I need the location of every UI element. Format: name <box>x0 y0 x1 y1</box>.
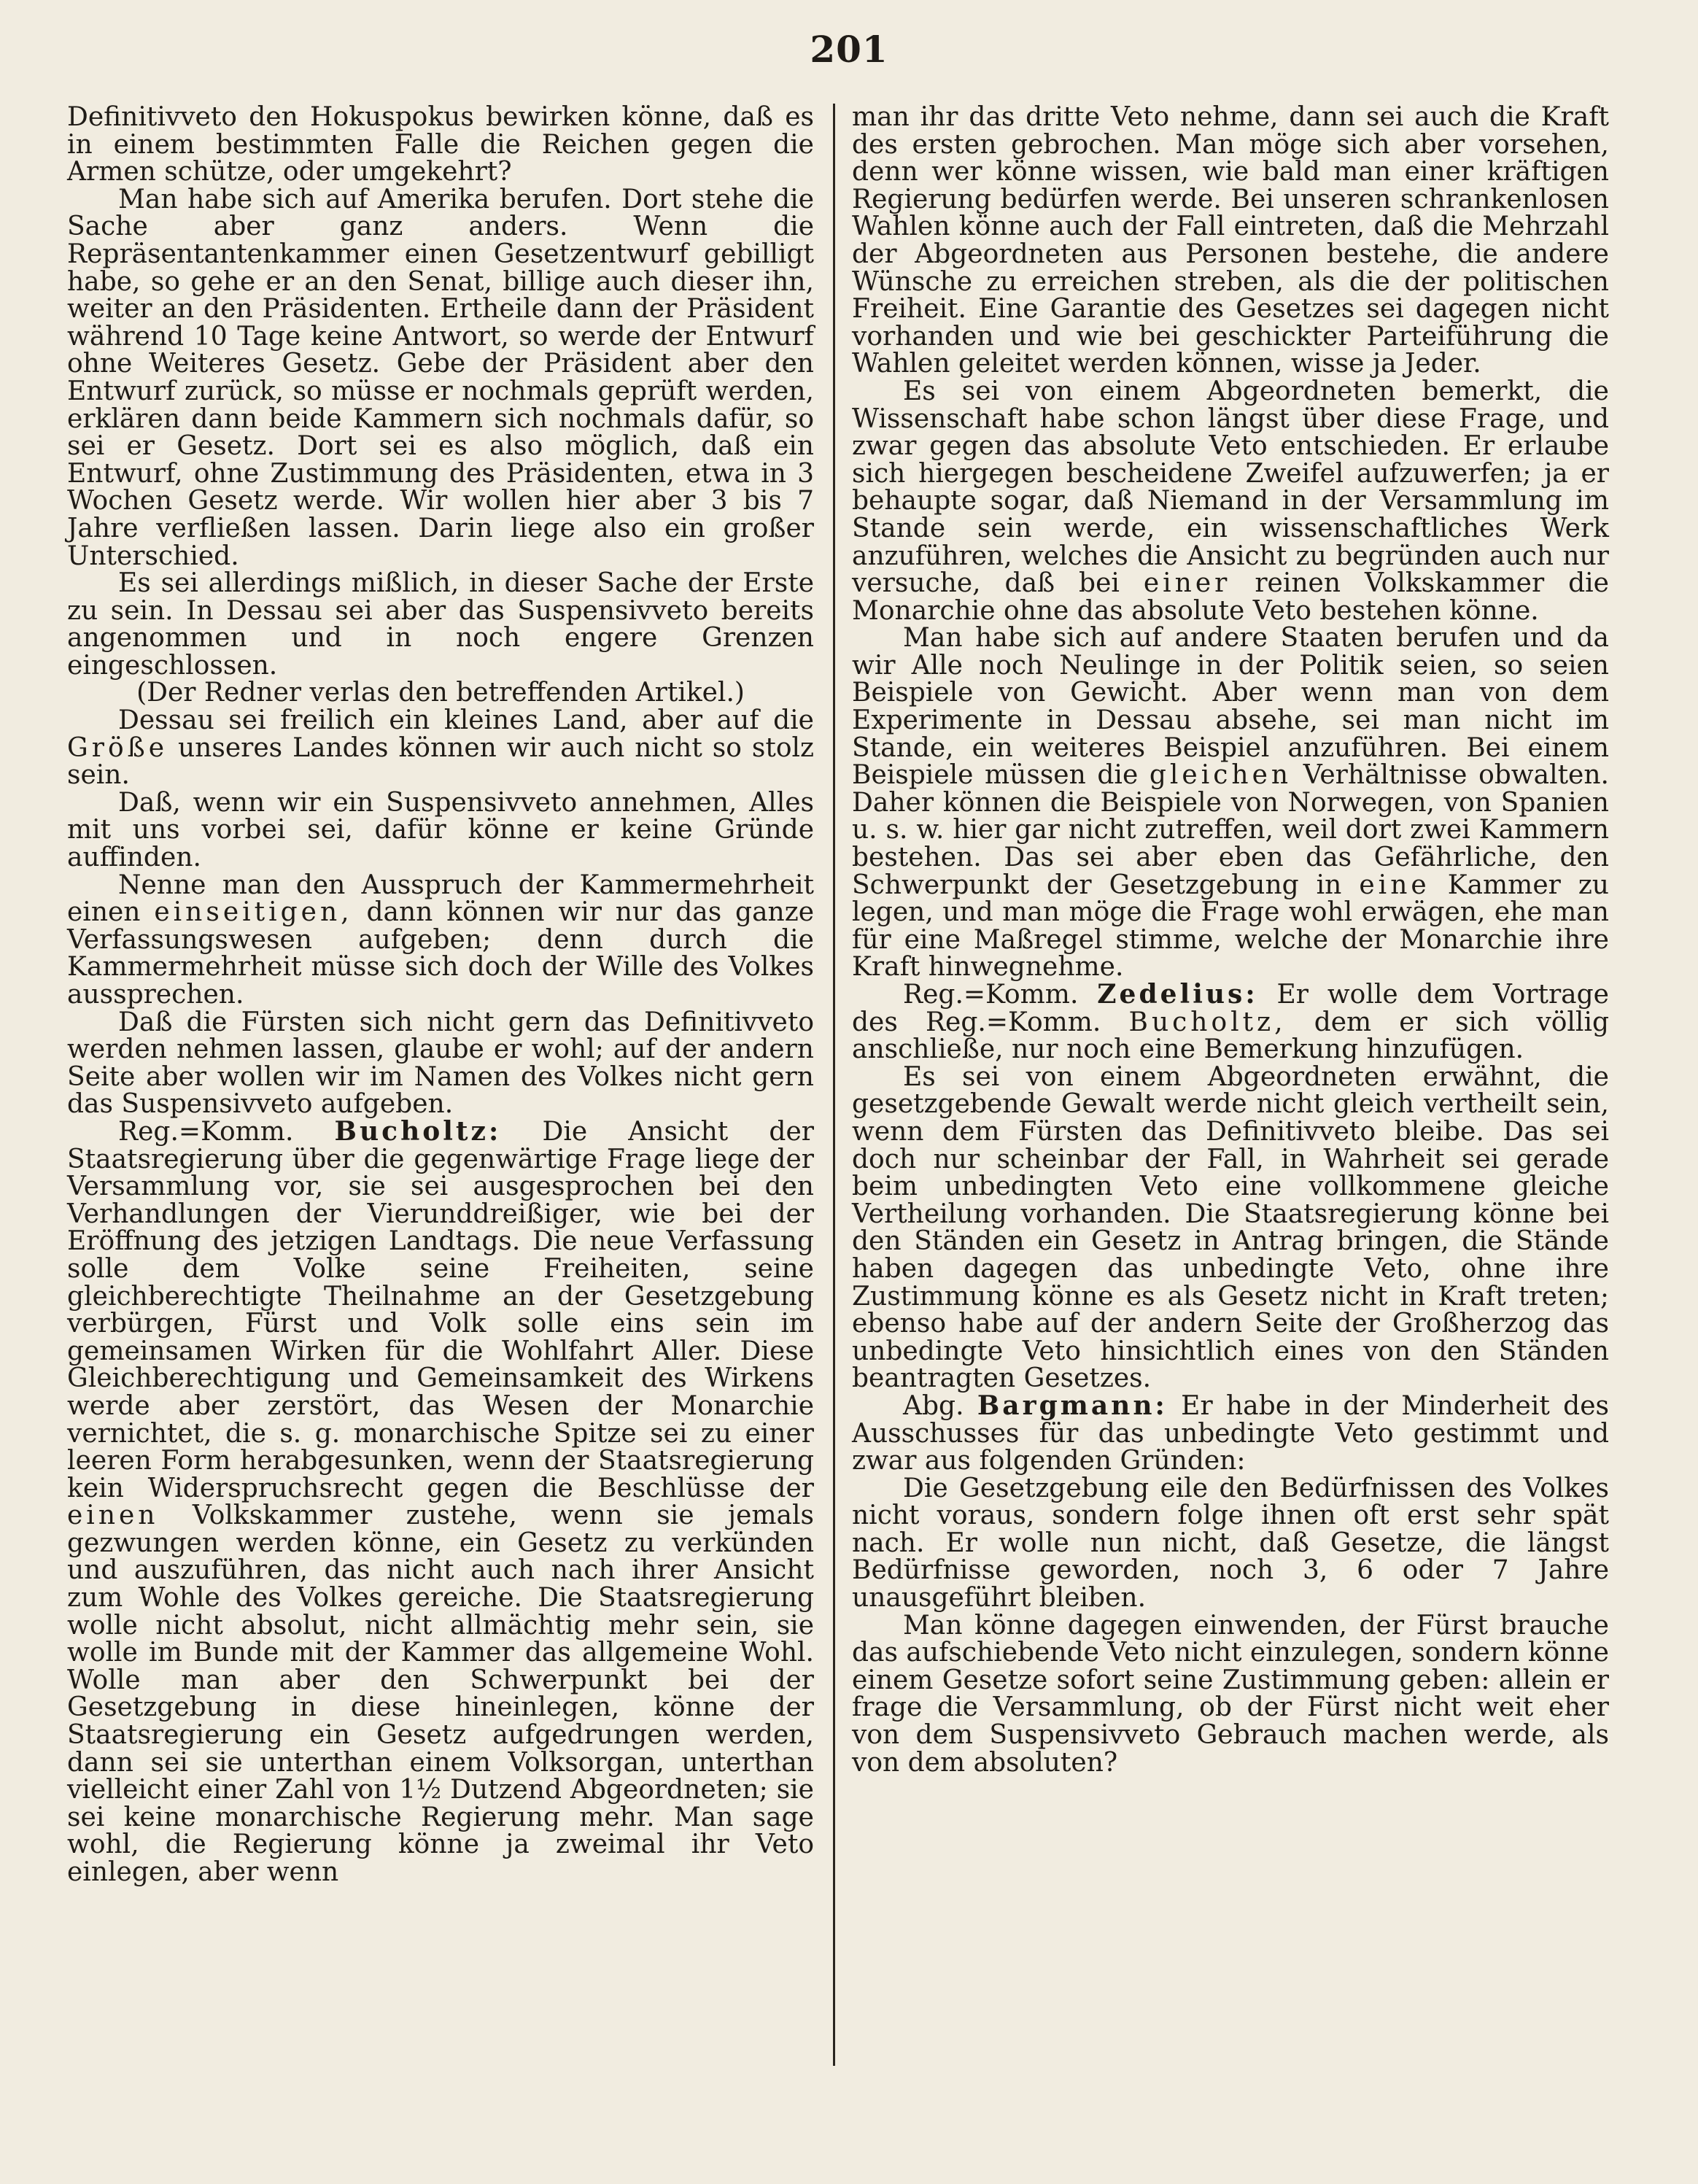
text-run: Dessau sei freilich ein kleines Land, aber auf die <box>118 705 814 736</box>
spaced-emphasis: eine <box>1359 870 1430 900</box>
speaker-name: Bucholtz: <box>334 1115 502 1147</box>
text-run: dem er sich völlig anschließe, nur noch eine Bemerkung hinzufügen. <box>852 1007 1610 1065</box>
spaced-emphasis: Bucholtz, <box>1128 1007 1287 1037</box>
paragraph: Definitivveto den Hokuspokus bewirken könne, daß es in einem bestimmten Falle die Reichen gegen die Armen schütze, oder umgekehrt? <box>67 102 814 187</box>
text-run: unseres Landes können wir auch nicht so stolz sein. <box>67 732 814 791</box>
paragraph <box>67 872 814 1009</box>
paragraph <box>67 707 814 789</box>
paragraph: Daß, wenn wir ein Suspensivveto annehmen, Alles mit uns vorbei sei, dafür könne er keine Gründe auffinden. <box>67 787 814 873</box>
speaker-role: Abg. <box>903 1390 964 1421</box>
paragraph: Man könne dagegen einwenden, der Fürst brauche das aufschiebende Veto nicht einzulegen, sondern könne einem Gesetze sofort seine Zustimmung geben: allein er frage die Versammlung, ob der Fürst nicht weit eher von dem Suspensivveto Gebrauch machen werde, als von dem absoluten? <box>852 1610 1609 1778</box>
paragraph: Man habe sich auf Amerika berufen. Dort stehe die Sache aber ganz anders. Wenn die Repräsentantenkammer einen Gesetzentwurf gebilligt habe, so gehe er an den Senat, billige auch dieser ihn, weiter an den Präsidenten. Ertheile dann der Präsident während 10 Tage keine Antwort, so werde der Entwurf ohne Weiteres Gesetz. Gebe der Präsident aber den Entwurf zurück, so müsse er nochmals geprüft werden, erklären dann beide Kammern sich nochmals dafür, so sei er Gesetz. Dort sei es also möglich, daß ein Entwurf, ohne Zustimmung des Präsidenten, etwa in 3 Wochen Gesetz werde. Wir wollen hier aber 3 bis 7 Jahre verfließen lassen. Darin liege also ein großer Unterschied. <box>67 184 814 571</box>
paragraph: Daß die Fürsten sich nicht gern das Definitivveto werden nehmen lassen, glaube er wohl; auf der andern Seite aber wollen wir im Namen des Volkes nicht gern das Suspensivveto aufgeben. <box>67 1007 814 1120</box>
paragraph: Die Gesetzgebung eile den Bedürfnissen des Volkes nicht voraus, sondern folge ihnen oft erst sehr spät nach. Er wolle nun nicht, daß Gesetze, die längst Bedürfnisse geworden, noch 3, 6 oder 7 Jahre unausgeführt bleiben. <box>852 1473 1609 1614</box>
text-run: dann können wir nur das ganze Verfassungswesen aufgeben; denn durch die Kammermehrheit müsse sich doch der Wille des Volkes aussprechen. <box>67 897 815 1010</box>
text-run: reinen Volkskammer die Monarchie ohne das absolute Veto bestehen könne. <box>852 568 1609 626</box>
spaced-emphasis: Größe <box>67 732 168 763</box>
speaker-role: Reg.=Komm. <box>118 1116 294 1147</box>
paragraph: man ihr das dritte Veto nehme, dann sei auch die Kraft des ersten gebrochen. Man möge sich aber vorsehen, denn wer könne wissen, wie bald man einer kräftigen Regierung bedürfen werde. Bei unseren schrankenlosen Wahlen könne auch der Fall eintreten, daß die Mehrzahl der Abgeordneten aus Personen bestehe, die andere Wünsche zu erreichen streben, als die der politischen Freiheit. Eine Garantie des Gesetzes sei dagegen nicht vorhanden und wie bei geschickter Parteiführung die Wahlen geleitet werden können, wisse ja Jeder. <box>852 102 1609 379</box>
paragraph <box>852 378 1609 624</box>
speech-paragraph <box>67 1115 814 1887</box>
spaced-emphasis: einen <box>67 1500 159 1531</box>
speech-paragraph <box>852 1390 1609 1476</box>
text-run: Er habe in der Minderheit des Ausschusses für das unbedingte Veto gestimmt und zwar aus folgenden Gründen: <box>852 1390 1609 1476</box>
spaced-emphasis: einer <box>1143 568 1231 599</box>
speaker-name: Zedelius: <box>1097 979 1258 1010</box>
speech-paragraph <box>852 981 1609 1064</box>
left-column <box>67 104 814 1886</box>
text-run: Kammer zu legen, und man möge die Frage wohl erwägen, ehe man für eine Maßregel stimme, welche der Monarchie ihre Kraft hinwegnehme. <box>852 870 1609 983</box>
spaced-emphasis: gleichen <box>1149 760 1292 791</box>
text-run: Die Ansicht der Staatsregierung über die gegenwärtige Frage liege der Versammlung vor, sie sei ausgesprochen bei den Verhandlungen der Vierunddreißiger, wie bei der Eröffnung des jetzigen Landtags. Die neue Verfassung solle dem Volke seine Freiheiten, seine gleichberechtigte Theilnahme an der Gesetzgebung verbürgen, Fürst und Volk solle eins sein im gemeinsamen Wirken für die Wohlfahrt Aller. Diese Gleichberechtigung und Gemeinsamkeit des Wirkens werde aber zerstört, das Wesen der Monarchie vernichtet, die s. g. monarchische Spitze sei zu einer leeren Form herabgesunken, wenn der Staatsregierung kein Widerspruchsrecht gegen die Beschlüsse der <box>67 1116 814 1503</box>
spaced-emphasis: einseitigen, <box>154 897 353 928</box>
stage-note: (Der Redner verlas den betreffenden Artikel.) <box>136 678 745 708</box>
right-column <box>852 104 1609 1776</box>
text-run: Volkskammer zustehe, wenn sie jemals gezwungen werden könne, ein Gesetz zu verkünden und auszuführen, das nicht auch nach ihrer Ansicht zum Wohle des Volkes gereiche. Die Staatsregierung wolle nicht absolut, nicht allmächtig mehr sein, sie wolle im Bunde mit der Kammer das allgemeine Wohl. Wolle man aber den Schwerpunkt bei der Gesetzgebung in diese hineinlegen, könne der Staatsregierung ein Gesetz aufgedrungen werden, dann sei sie unterthan einem Volksorgan, unterthan vielleicht einer Zahl von 1½ Dutzend Abgeordneten; sie sei keine monarchische Regierung mehr. Man sage wohl, die Regierung könne ja zweimal ihr Veto einlegen, aber wenn <box>67 1500 814 1887</box>
text-run: Nenne man den Ausspruch der Kammermehrheit einen <box>67 870 814 928</box>
text-run: Man habe sich auf andere Staaten berufen und da wir Alle noch Neulinge in der Politik seien, so seien Beispiele von Gewicht. Aber wenn man von dem Experimente in Dessau absehe, sei man nicht im Stande, ein weiteres Beispiel anzuführen. Bei einem Beispiele müssen die <box>852 623 1609 791</box>
paragraph: Es sei von einem Abgeordneten erwähnt, die gesetzgebende Gewalt werde nicht gleich vertheilt sein, wenn dem Fürsten das Definitivveto bleibe. Das sei doch nur scheinbar der Fall, in Wahrheit sei gerade beim unbedingten Veto eine vollkommene gleiche Vertheilung vorhanden. Die Staatsregierung könne bei den Ständen ein Gesetz in Antrag bringen, die Stände haben dagegen das unbedingte Veto, ohne ihre Zustimmung könne es als Gesetz nicht in Kraft treten; ebenso habe auf der andern Seite der Großherzog das unbedingte Veto hinsichtlich eines von den Ständen beantragten Gesetzes. <box>852 1061 1609 1394</box>
speaker-name: Bargmann: <box>977 1390 1168 1421</box>
paragraph <box>852 624 1609 981</box>
column-divider <box>833 104 835 2066</box>
text-run: Er wolle dem Vortrage des Reg.=Komm. <box>852 980 1609 1037</box>
text-run: Verhältnisse obwalten. Daher können die Beispiele von Norwegen, von Spanien u. s. w. hier gar nicht zutreffen, weil dort zwei Kammern bestehen. Das sei aber eben das Gefährliche, den Schwerpunkt der Gesetzgebung in <box>852 760 1609 900</box>
text-run: Es sei von einem Abgeordneten bemerkt, die Wissenschaft habe schon längst über diese Frage, und zwar gegen das absolute Veto entschieden. Er erlaube sich hiergegen bescheidene Zweifel aufzuwerfen; ja er behaupte sogar, daß Niemand in der Versammlung im Stande sein werde, ein wissenschaftliches Werk anzuführen, welches die Ansicht zu begründen auch nur versuche, daß bei <box>852 376 1609 599</box>
speaker-role: Reg.=Komm. <box>903 980 1079 1010</box>
paragraph: Es sei allerdings mißlich, in dieser Sache der Erste zu sein. In Dessau sei aber das Suspensivveto bereits angenommen und in noch engere Grenzen eingeschlossen. <box>67 568 814 681</box>
page-number: 201 <box>810 28 888 71</box>
